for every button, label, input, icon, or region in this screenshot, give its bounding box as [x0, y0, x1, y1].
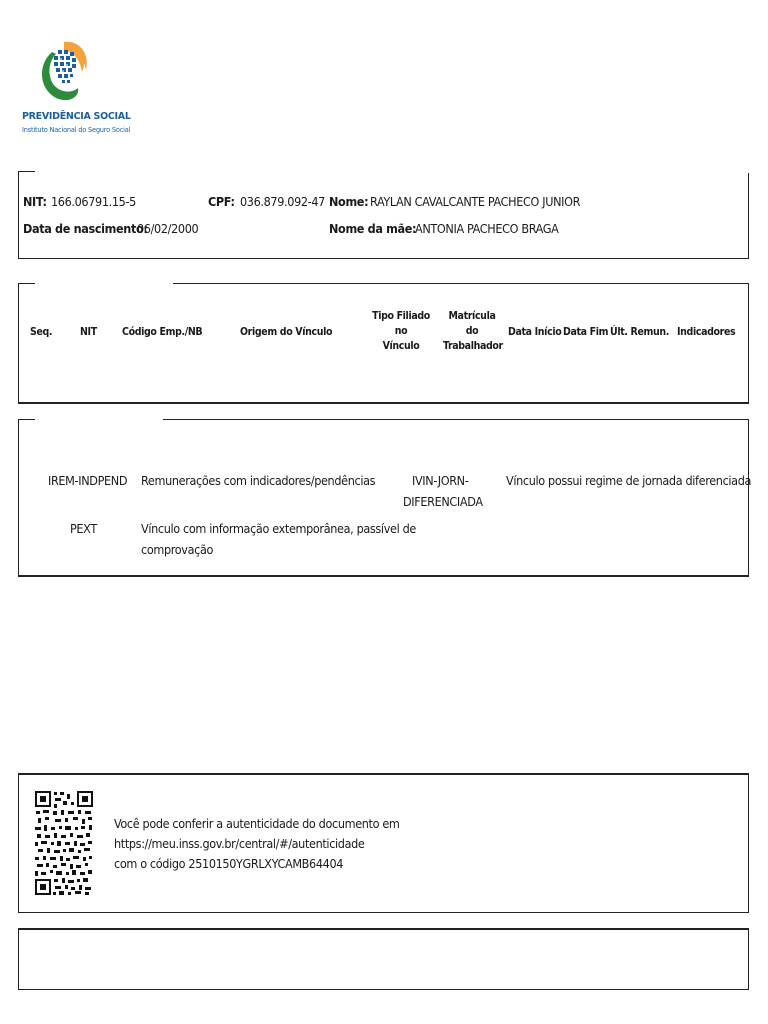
authenticity-code: com o código 2510150YGRLXYCAMB64404: [114, 856, 344, 871]
legend-code: IVIN-JORN-: [412, 473, 469, 488]
logo-brand-text: PREVIDÊNCIA SOCIAL: [22, 111, 131, 122]
legend-description-cont: comprovação: [141, 542, 214, 557]
legend-description: Vínculo possui regime de jornada diferenciada: [506, 473, 752, 488]
nit-label: NIT:: [23, 194, 47, 209]
birth-date-label: Data de nascimento:: [23, 221, 148, 236]
logo-emblem-icon: [34, 38, 94, 106]
birth-date-value: 06/02/2000: [137, 221, 199, 236]
col-header-data-fim: Data Fim: [563, 326, 609, 338]
cpf-label: CPF:: [208, 194, 235, 209]
col-header-codigo: Código Emp./NB: [122, 326, 203, 338]
col-header-tipo-filiado: Tipo Filiado no Vínculo: [372, 310, 430, 352]
mother-name-value: ANTONIA PACHECO BRAGA: [415, 221, 559, 236]
authenticity-section: [18, 773, 749, 913]
col-header-data-inicio: Data Início: [508, 326, 562, 338]
legend-description: Vínculo com informação extemporânea, passível de: [141, 521, 416, 536]
nit-value: 166.06791.15-5: [51, 194, 136, 209]
col-header-indicadores: Indicadores: [677, 326, 736, 338]
col-header-nit: NIT: [80, 326, 97, 338]
authenticity-text: Você pode conferir a autenticidade do documento em: [114, 816, 400, 831]
col-header-ult-remun: Últ. Remun.: [610, 326, 670, 338]
footer-section: [18, 928, 749, 990]
previdencia-social-logo: [20, 38, 131, 138]
cpf-value: 036.879.092-47: [240, 194, 325, 209]
col-header-matricula: Matrícula do Trabalhador: [443, 310, 503, 352]
legend-code: PEXT: [70, 521, 97, 536]
col-header-seq: Seq.: [30, 326, 53, 338]
mother-name-label: Nome da mãe:: [329, 221, 417, 236]
relations-table-section: [18, 283, 749, 404]
name-value: RAYLAN CAVALCANTE PACHECO JUNIOR: [370, 194, 581, 209]
indicators-legend-section: [18, 419, 752, 577]
person-info-section: [18, 171, 749, 259]
col-header-origem: Origem do Vínculo: [240, 326, 333, 338]
authenticity-url[interactable]: https://meu.inss.gov.br/central/#/autenticidade: [114, 836, 365, 851]
name-label: Nome:: [329, 194, 369, 209]
legend-code-cont: DIFERENCIADA: [403, 494, 483, 509]
logo-subtitle: Instituto Nacional do Seguro Social: [22, 126, 131, 134]
qr-code-icon: [35, 791, 93, 899]
legend-code: IREM-INDPEND: [48, 473, 128, 488]
legend-description: Remunerações com indicadores/pendências: [141, 473, 376, 488]
